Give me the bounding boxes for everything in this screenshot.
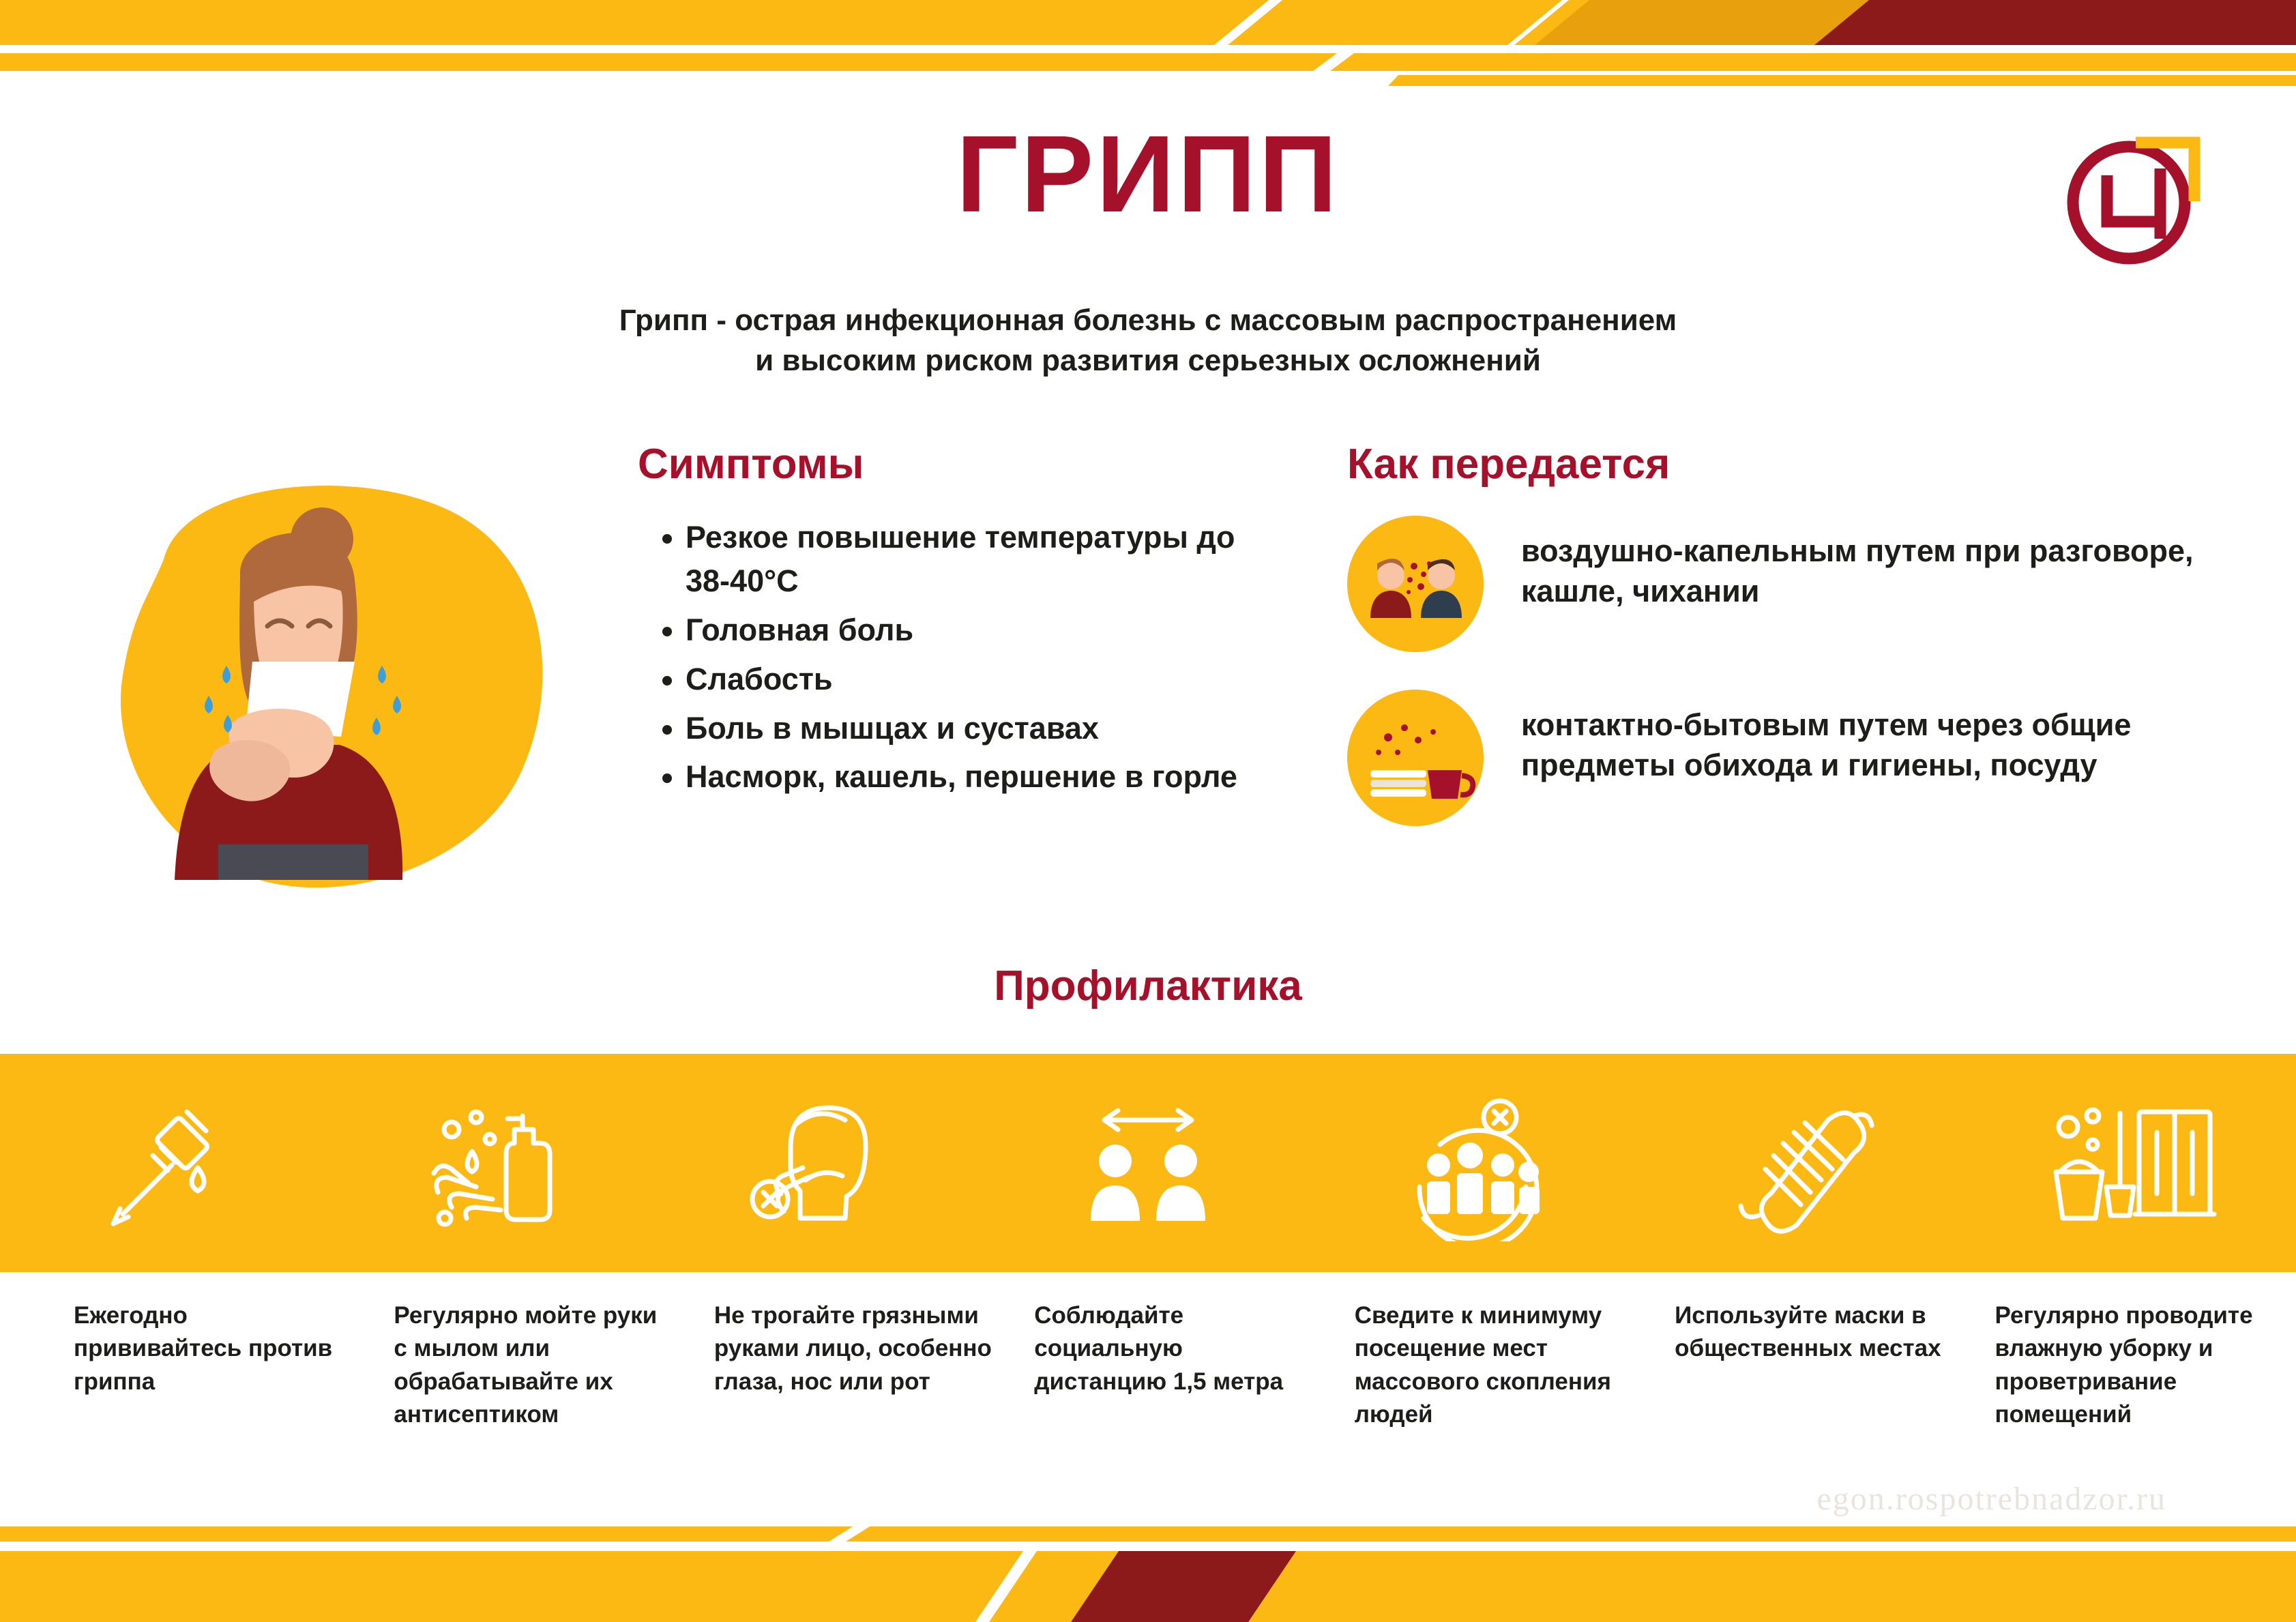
prevention-heading: Профилактика — [994, 962, 1302, 1009]
page-title: ГРИПП — [956, 113, 1340, 235]
subtitle-line-1: Грипп - острая инфекционная болезнь с массовым распространением — [619, 304, 1677, 337]
prevention-caption: Сведите к минимуму посещение мест массового скопления людей — [1354, 1302, 1611, 1428]
transmission-section — [1347, 440, 2227, 864]
prevention-icon-cell — [1640, 1054, 1968, 1272]
subtitle-line-2: и высоким риском развития серьезных осложнений — [755, 344, 1541, 378]
bottom-decorative-banner — [0, 1499, 2296, 1622]
list-item: • Слабость — [686, 658, 1238, 701]
dishes-cup-icon — [1347, 690, 1484, 826]
prevention-caption-row — [0, 1299, 2296, 1431]
cleaning-ventilation-icon — [2044, 1085, 2221, 1241]
prevention-caption: Не трогайте грязными руками лицо, особенно глаза, нос или рот — [713, 1302, 992, 1395]
rospotrebnadzor-logo-icon — [2061, 126, 2207, 273]
syringe-icon — [95, 1085, 232, 1241]
face-mask-icon — [1726, 1085, 1883, 1241]
prevention-icon-cell — [656, 1054, 984, 1272]
prevention-caption: Регулярно мойте руки с мылом или обрабатывайте их антисептиком — [394, 1302, 658, 1428]
list-item: • Боль в мышцах и суставах — [686, 707, 1238, 750]
sick-woman-illustration — [82, 437, 593, 914]
prevention-icon-cell — [0, 1054, 328, 1272]
symptoms-heading: Симптомы — [638, 441, 864, 488]
prevention-icon-cell — [1312, 1054, 1640, 1272]
talking-coughing-people-icon — [1347, 516, 1484, 652]
social-distance-icon — [1066, 1085, 1230, 1241]
prevention-icon-cell — [1968, 1054, 2296, 1272]
prevention-icon-cell — [984, 1054, 1312, 1272]
symptoms-section — [638, 440, 1238, 804]
prevention-icon-row — [0, 1054, 2296, 1272]
do-not-touch-face-icon — [741, 1085, 898, 1241]
page-subtitle — [0, 300, 2296, 381]
prevention-icon-cell — [328, 1054, 656, 1272]
top-decorative-banner — [0, 0, 2296, 102]
symptoms-list — [638, 516, 1238, 799]
list-item: • Насморк, кашель, першение в горле — [686, 755, 1238, 799]
prevention-caption: Соблюдайте социальную дистанцию 1,5 метра — [1034, 1302, 1284, 1395]
watermark: egon.rospotrebnadzor.ru — [1816, 1481, 2166, 1517]
prevention-caption: Регулярно проводите влажную уборку и проветривание помещений — [1995, 1302, 2253, 1428]
transmission-heading: Как передается — [1347, 441, 1671, 488]
prevention-caption: Используйте маски в общественных местах — [1675, 1302, 1941, 1362]
list-item — [1347, 690, 2227, 826]
list-item: • Головная боль — [686, 608, 1238, 652]
list-item — [1347, 516, 2227, 652]
handwash-soap-icon — [413, 1085, 570, 1241]
transmission-text: воздушно-капельным путем при разговоре, кашле, чихании — [1521, 533, 2194, 609]
transmission-text: контактно-бытовым путем через общие предметы обихода и гигиены, посуду — [1521, 707, 2132, 783]
list-item: • Резкое повышение температуры до 38-40°C — [686, 516, 1238, 603]
prevention-caption: Ежегодно прививайтесь против гриппа — [74, 1302, 333, 1395]
avoid-crowds-icon — [1391, 1085, 1561, 1241]
